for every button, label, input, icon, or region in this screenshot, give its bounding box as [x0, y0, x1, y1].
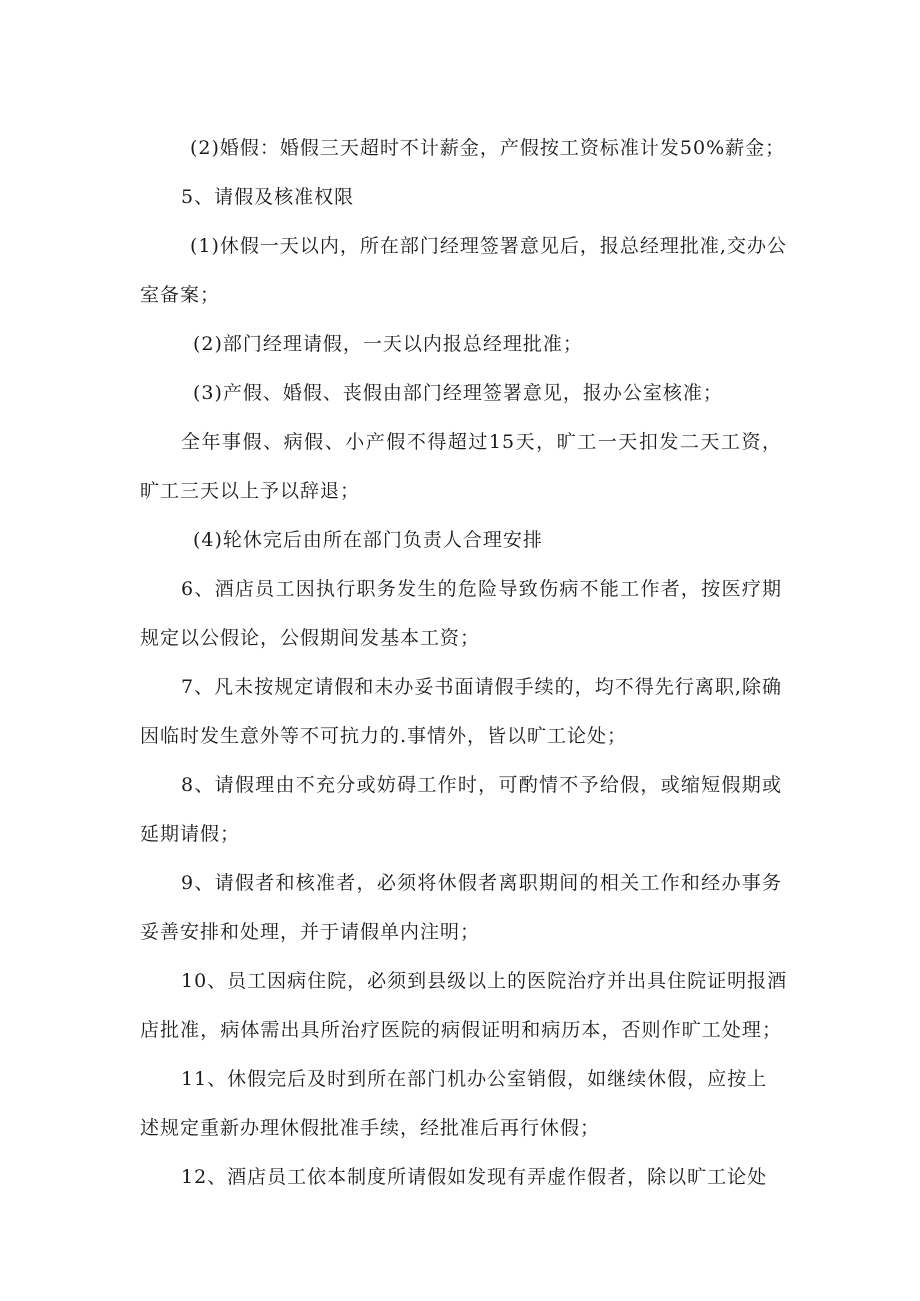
- text-line-13: 因临时发生意外等不可抗力的.事情外，皆以旷工论处；: [140, 725, 628, 747]
- text-line-3: (1)休假一天以内，所在部门经理签署意见后，报总经理批准,交办公: [190, 235, 787, 257]
- text-line-16: 9、请假者和核准者，必须将休假者离职期间的相关工作和经办事务: [181, 872, 782, 894]
- text-line-21: 述规定重新办理休假批准手续，经批准后再行休假；: [140, 1117, 601, 1139]
- text-line-9: (4)轮休完后由所在部门负责人合理安排: [193, 529, 543, 551]
- text-line-20: 11、休假完后及时到所在部门机办公室销假，如继续休假，应按上: [181, 1068, 768, 1090]
- text-line-8: 旷工三天以上予以辞退；: [140, 480, 361, 502]
- text-line-7: 全年事假、病假、小产假不得超过15天，旷工一天扣发二天工资，: [181, 431, 782, 453]
- text-line-4: 室备案；: [140, 284, 221, 306]
- text-line-5: (2)部门经理请假，一天以内报总经理批准；: [193, 333, 583, 355]
- text-line-14: 8、请假理由不充分或妨碍工作时，可酌情不予给假，或缩短假期或: [181, 774, 782, 796]
- text-line-2: 5、请假及核准权限: [181, 186, 355, 208]
- text-line-19: 店批准，病体需出具所治疗医院的病假证明和病历本，否则作旷工处理；: [140, 1019, 782, 1041]
- text-line-10: 6、酒店员工因执行职务发生的危险导致伤病不能工作者，按医疗期: [181, 578, 782, 600]
- text-line-12: 7、凡未按规定请假和未办妥书面请假手续的，均不得先行离职,除确: [181, 676, 782, 698]
- text-line-15: 延期请假；: [140, 823, 241, 845]
- text-line-18: 10、员工因病住院，必须到县级以上的医院治疗并出具住院证明报酒: [181, 970, 788, 992]
- text-line-1: (2)婚假：婚假三天超时不计薪金，产假按工资标准计发50%薪金；: [190, 137, 786, 159]
- text-line-17: 妥善安排和处理，并于请假单内注明；: [140, 921, 481, 943]
- text-line-22: 12、酒店员工依本制度所请假如发现有弄虚作假者，除以旷工论处: [181, 1166, 768, 1188]
- text-line-11: 规定以公假论，公假期间发基本工资；: [140, 627, 481, 649]
- text-line-6: (3)产假、婚假、丧假由部门经理签署意见，报办公室核准；: [193, 382, 723, 404]
